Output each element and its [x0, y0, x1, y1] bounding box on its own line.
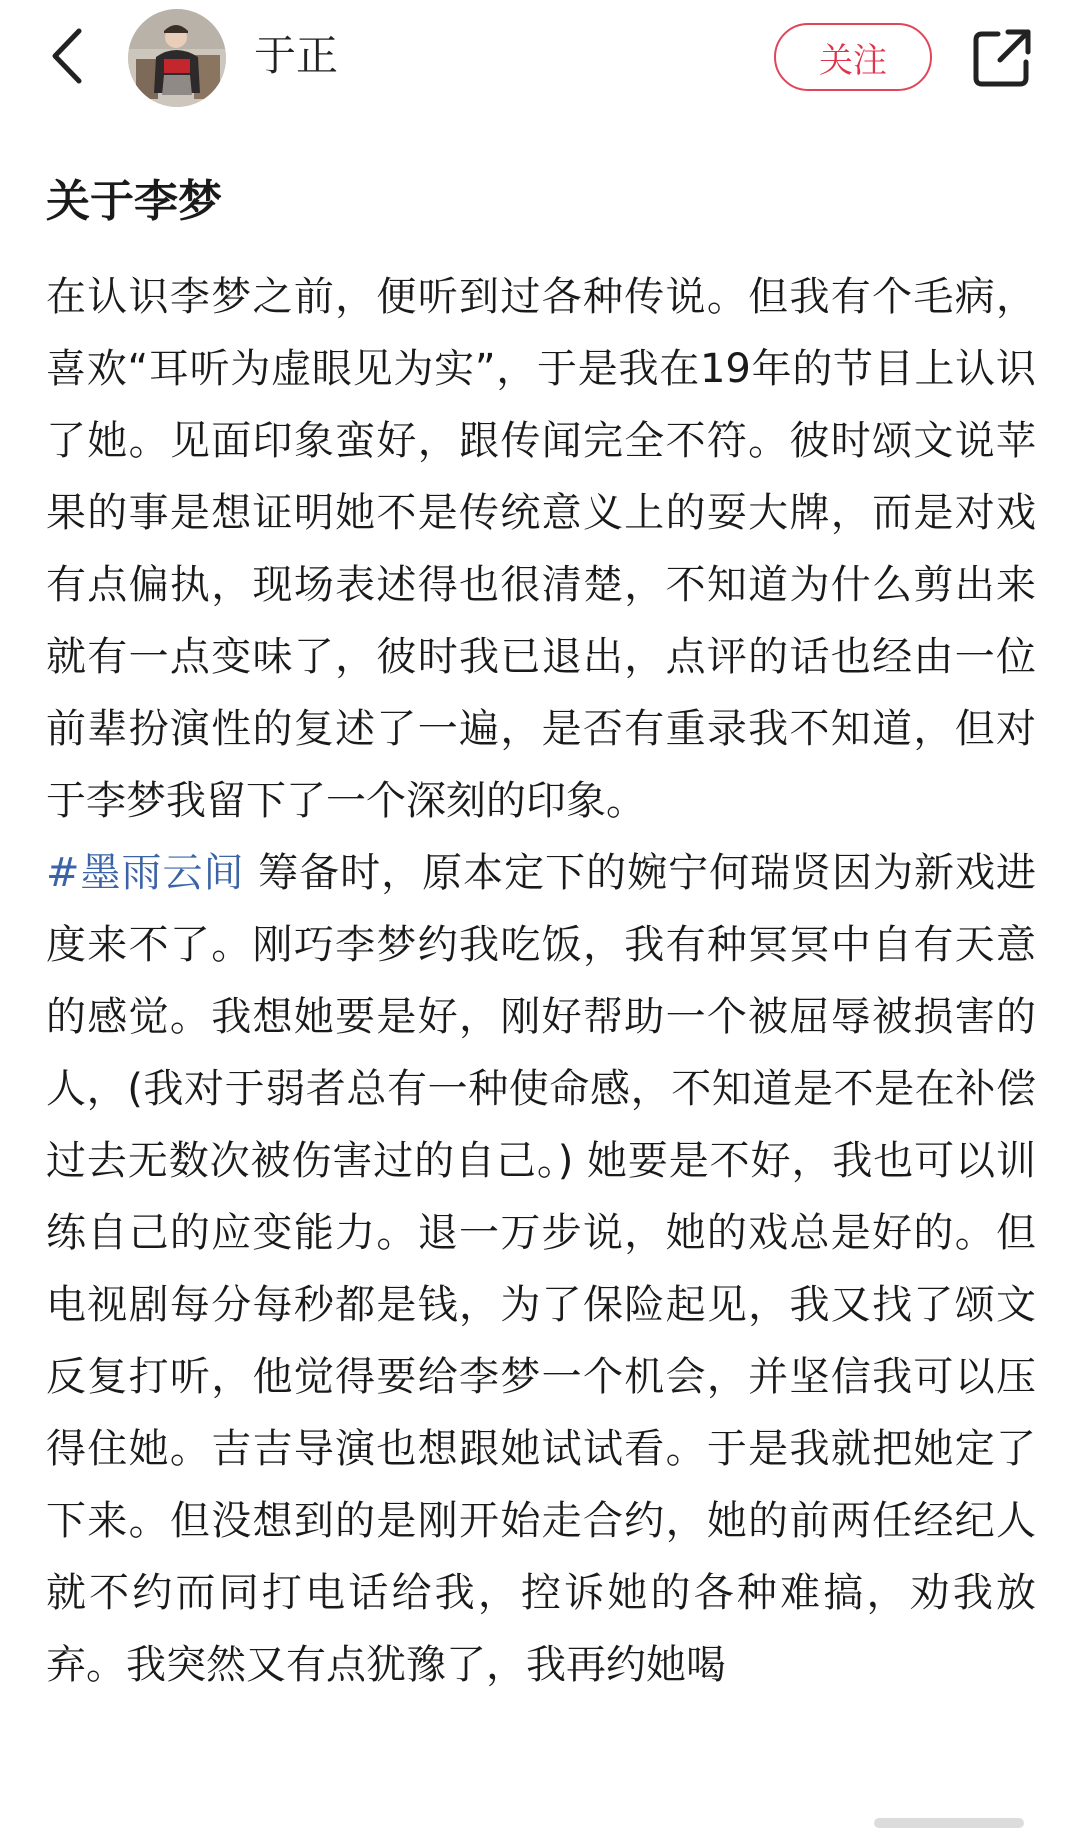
post-title: 关于李梦: [46, 176, 222, 227]
follow-button[interactable]: 关注: [774, 23, 932, 91]
back-button[interactable]: [40, 20, 92, 92]
avatar[interactable]: [128, 9, 226, 107]
post-paragraph: 在认识李梦之前，便听到过各种传说。但我有个毛病，喜欢“耳听为虚眼见为实”，于是我在19年的节目上认识了她。见面印象蛮好，跟传闻完全不符。彼时颂文说苹果的事是想证明她不是传统意义上的耍大牌，而是对戏有点偏执，现场表述得也很清楚，不知道为什么剪出来就有一点变味了，彼时我已退出，点评的话也经由一位前辈扮演性的复述了一遍，是否有重录我不知道，但对于李梦我留下了一个深刻的印象。: [46, 274, 1036, 824]
user-name[interactable]: 于正: [254, 31, 339, 80]
top-bar: [0, 0, 1080, 112]
share-icon: [970, 26, 1034, 90]
post-paragraph: [46, 837, 1036, 1701]
post-body: [46, 261, 1036, 1701]
hashtag-link[interactable]: #墨雨云间: [46, 850, 245, 896]
share-button[interactable]: [970, 26, 1034, 90]
home-indicator: [874, 1818, 1024, 1828]
post-paragraph-text: 筹备时，原本定下的婉宁何瑞贤因为新戏进度来不了。刚巧李梦约我吃饭，我有种冥冥中自有天意的感觉。我想她要是好，刚好帮助一个被屈辱被损害的人，(我对于弱者总有一种使命感，不知道是不是在补偿过去无数次被伤害过的自己。) 她要是不好，我也可以训练自己的应变能力。退一万步说，她的戏总是好的。但电视剧每分每秒都是钱，为了保险起见，我又找了颂文反复打听，他觉得要给李梦一个机会，并坚信我可以压得住她。吉吉导演也想跟她试试看。于是我就把她定了下来。但没想到的是刚开始走合约，她的前两任经纪人就不约而同打电话给我，控诉她的各种难搞，劝我放弃。我突然又有点犹豫了，我再约她喝: [46, 850, 1036, 1688]
chevron-left-icon: [49, 27, 83, 85]
